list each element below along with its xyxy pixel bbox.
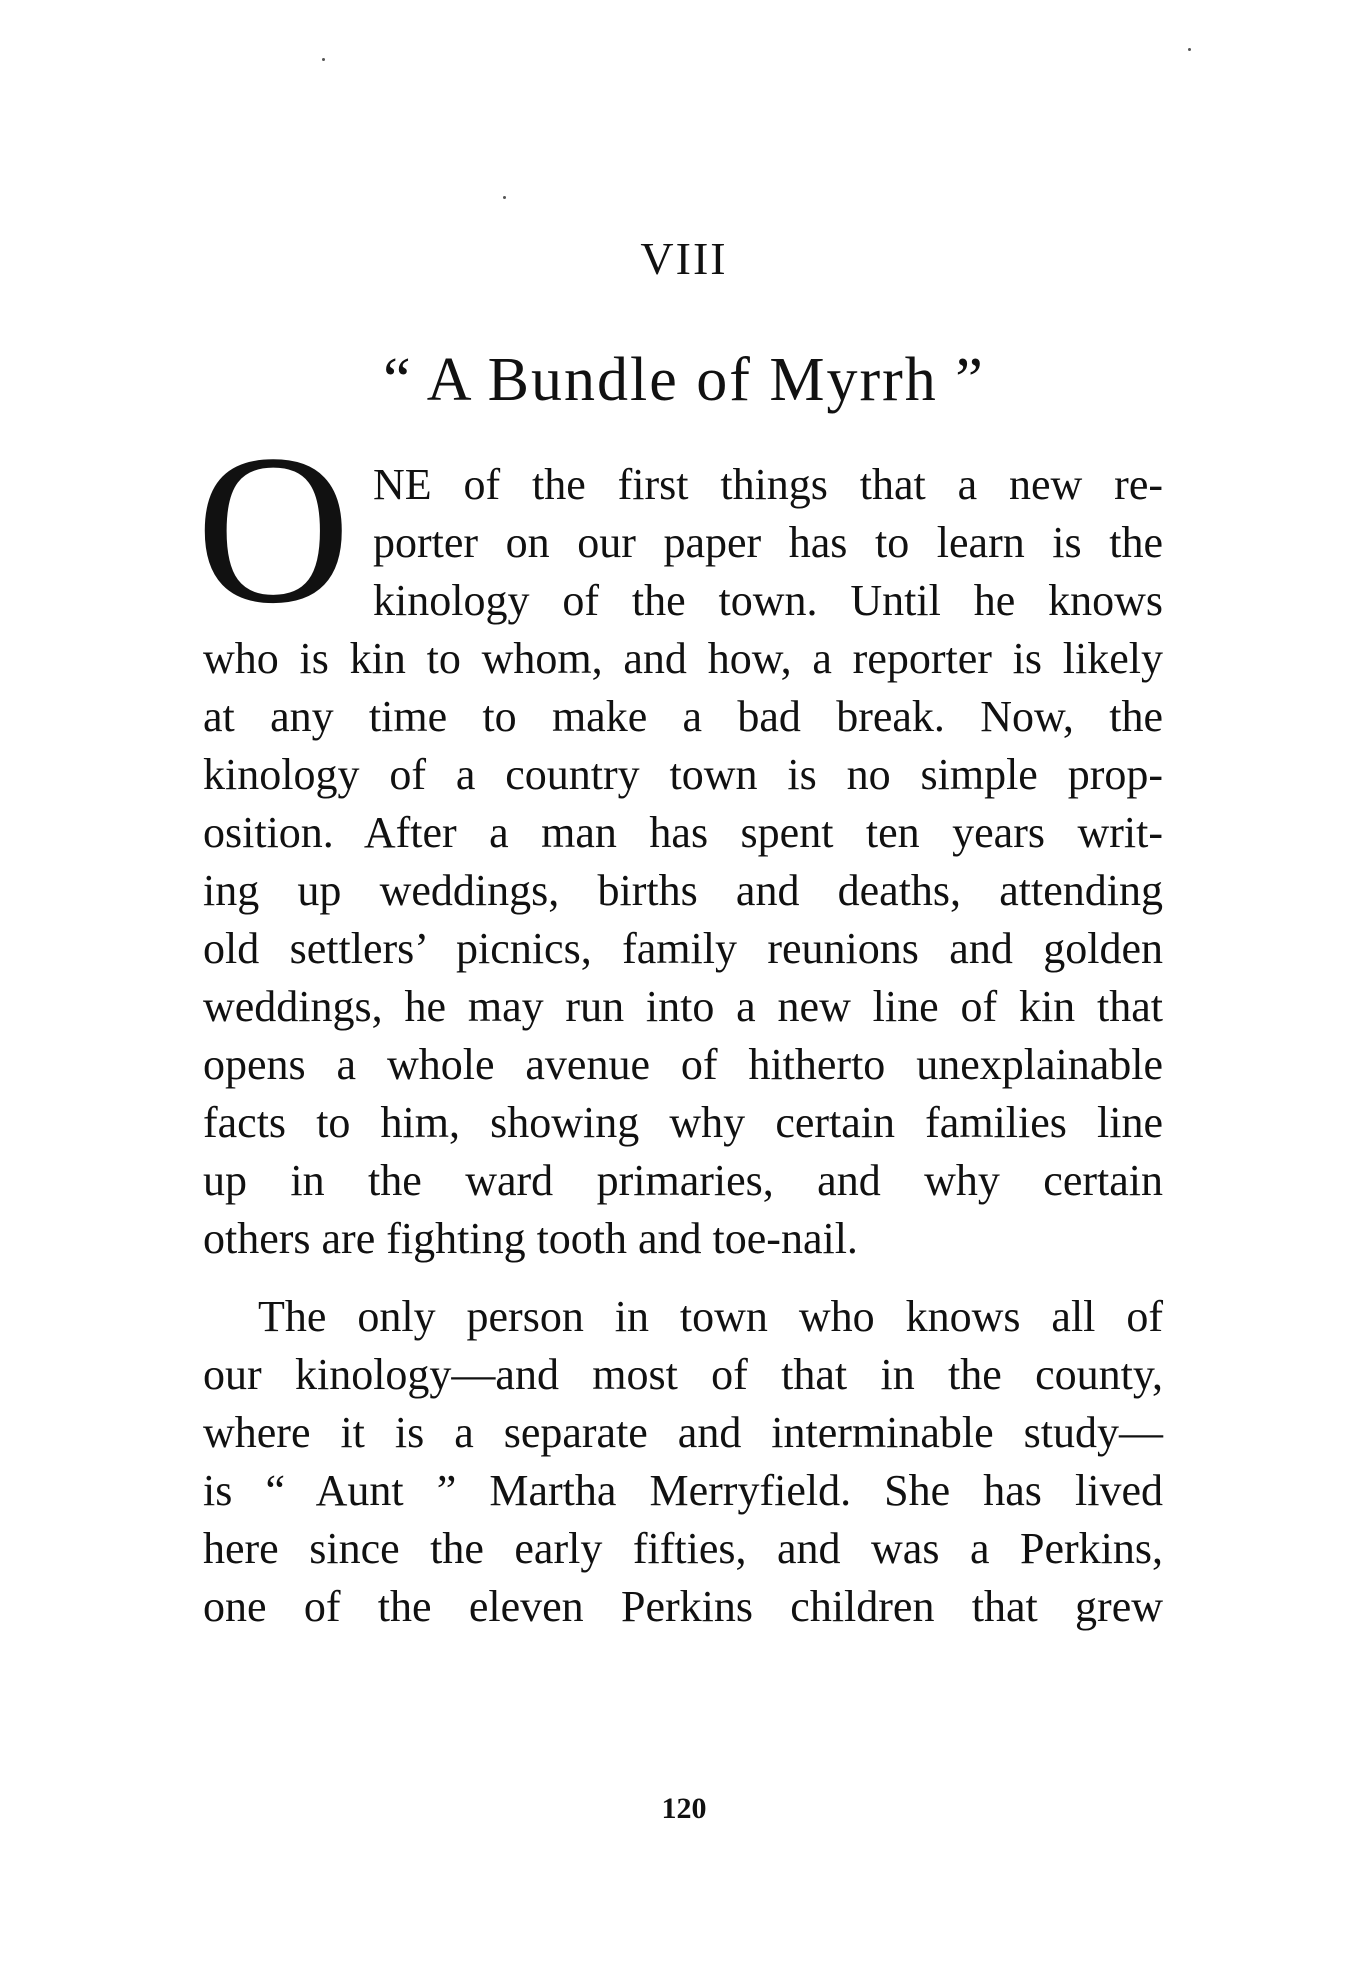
text-line: where it is a separate and interminable study— — [203, 1408, 1163, 1457]
text-line: The only person in town who knows all of — [258, 1292, 1163, 1341]
chapter-number: VIII — [640, 233, 728, 284]
text-line: weddings, he may run into a new line of kin that — [203, 982, 1163, 1031]
text-line: kinology of a country town is no simple prop- — [203, 750, 1163, 799]
text-line: osition. After a man has spent ten years writ- — [203, 808, 1163, 857]
text-line: porter on our paper has to learn is the — [373, 518, 1163, 567]
drop-cap: O — [196, 411, 351, 648]
page-number: 120 — [661, 1792, 707, 1825]
chapter-title: “ A Bundle of Myrrh ” — [383, 346, 985, 414]
paper-speck — [322, 58, 325, 61]
text-line: one of the eleven Perkins children that grew — [203, 1582, 1163, 1631]
text-line: NE of the first things that a new re- — [373, 460, 1163, 509]
text-line: our kinology—and most of that in the county, — [203, 1350, 1163, 1399]
paper-speck — [1188, 48, 1191, 51]
text-line: up in the ward primaries, and why certain — [203, 1156, 1163, 1205]
text-line: others are fighting tooth and toe-nail. — [203, 1214, 858, 1263]
text-line: is “ Aunt ” Martha Merryfield. She has lived — [203, 1466, 1163, 1515]
paper-speck — [503, 196, 506, 199]
text-line: here since the early fifties, and was a Perkins, — [203, 1524, 1163, 1573]
text-line: kinology of the town. Until he knows — [373, 576, 1163, 625]
text-line: at any time to make a bad break. Now, the — [203, 692, 1163, 741]
text-line: ing up weddings, births and deaths, attending — [203, 866, 1163, 915]
text-line: who is kin to whom, and how, a reporter is likely — [203, 634, 1163, 683]
text-line: opens a whole avenue of hitherto unexplainable — [203, 1040, 1163, 1089]
text-line: facts to him, showing why certain families line — [203, 1098, 1163, 1147]
text-line: old settlers’ picnics, family reunions and golden — [203, 924, 1163, 973]
